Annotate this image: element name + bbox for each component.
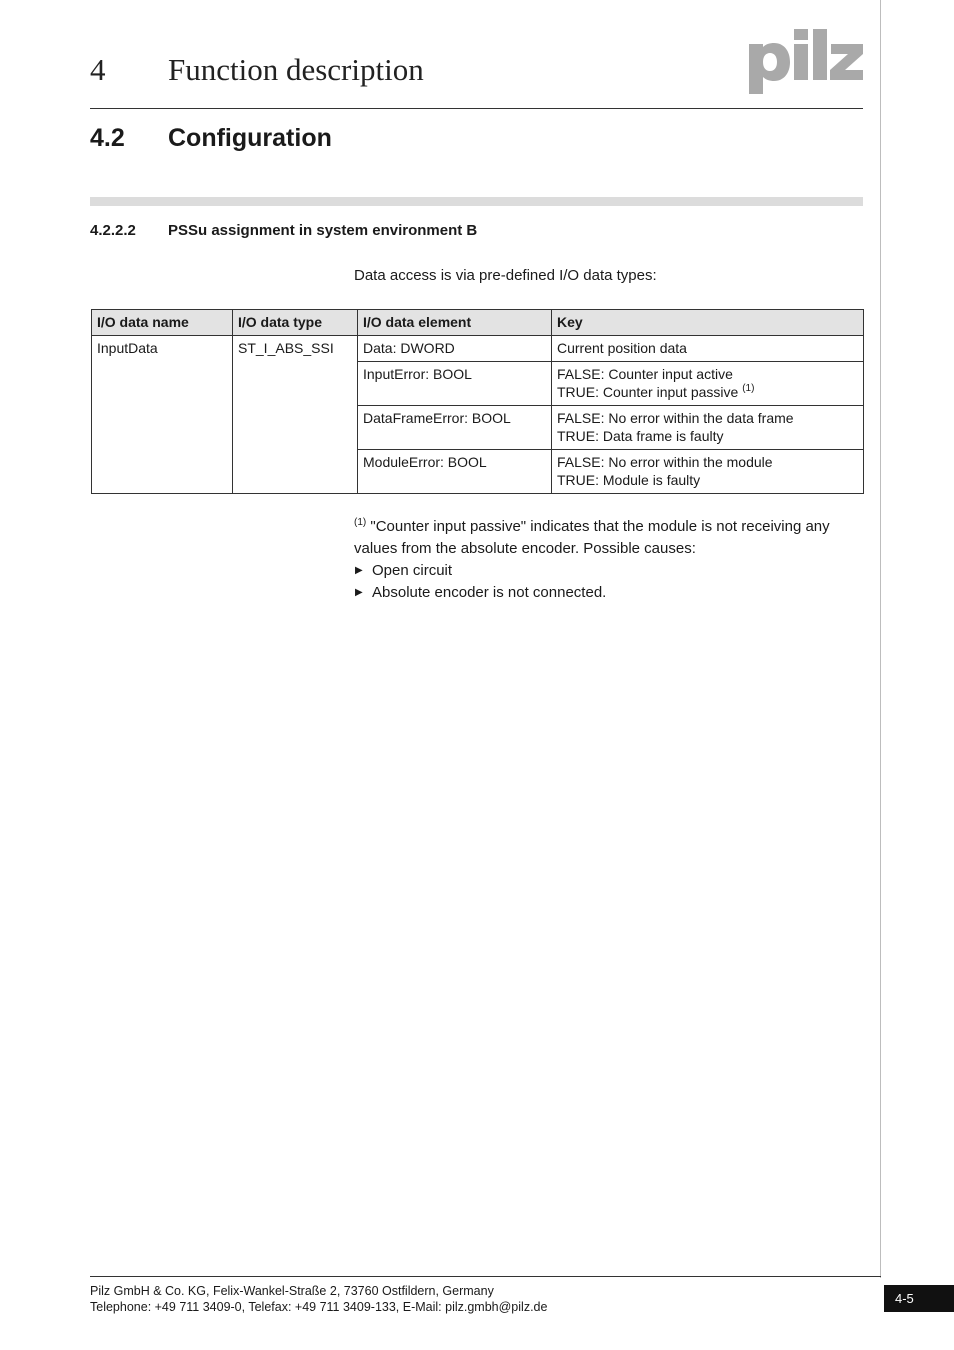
list-item-text: Open circuit [372, 562, 453, 579]
key-line-with-footnote [557, 383, 858, 401]
cell-element: ModuleError: BOOL [358, 450, 552, 494]
chapter-number: 4 [90, 52, 106, 87]
section-heading [90, 124, 332, 153]
list-item-text: Absolute encoder is not connected. [372, 584, 607, 601]
footnote-paragraph [354, 516, 866, 560]
footer [90, 1283, 547, 1315]
triangle-bullet-icon: ▶ [355, 565, 363, 576]
key-line: FALSE: Counter input active [557, 366, 733, 382]
subsection-title: PSSu assignment in system environment B [168, 222, 478, 239]
table-header-row [92, 310, 864, 336]
cell-element: Data: DWORD [358, 336, 552, 362]
subsection-heading [90, 222, 477, 239]
key-line: TRUE: Data frame is faulty [557, 428, 724, 444]
chapter-heading [90, 52, 424, 88]
section-title: Configuration [168, 124, 332, 152]
cell-element: InputError: BOOL [358, 362, 552, 406]
cell-key [552, 450, 864, 494]
chapter-title: Function description [168, 52, 424, 87]
key-line: FALSE: No error within the data frame [557, 410, 794, 426]
key-line: TRUE: Counter input passive [557, 384, 739, 400]
header-io-data-name: I/O data name [92, 310, 233, 336]
section-divider [90, 197, 863, 206]
footnote-marker: (1) [742, 383, 755, 394]
triangle-bullet-icon: ▶ [355, 587, 363, 598]
footer-address: Pilz GmbH & Co. KG, Felix-Wankel-Straße 2, 73760 Ostfildern, Germany [90, 1284, 494, 1298]
footnote-marker: (1) [354, 517, 367, 528]
footer-contact: Telephone: +49 711 3409-0, Telefax: +49 711 3409-133, E-Mail: pilz.gmbh@pilz.de [90, 1300, 548, 1314]
list-item [354, 582, 866, 604]
cell-io-data-type: ST_I_ABS_SSI [233, 336, 358, 494]
cell-io-data-name: InputData [92, 336, 233, 494]
header-key: Key [552, 310, 864, 336]
subsection-number: 4.2.2.2 [90, 222, 136, 239]
key-line: Current position data [557, 340, 687, 356]
pilz-logo [747, 28, 865, 94]
causes-list [354, 560, 866, 604]
key-line: TRUE: Module is faulty [557, 472, 701, 488]
header-rule [90, 108, 863, 109]
cell-key [552, 362, 864, 406]
cell-key [552, 406, 864, 450]
footer-rule [90, 1276, 881, 1277]
margin-rule [880, 0, 881, 1278]
header-io-data-element: I/O data element [358, 310, 552, 336]
page-number-badge: 4-5 [884, 1285, 954, 1312]
footnote-text: "Counter input passive" indicates that the module is not receiving any values from the absolute encoder. Possible causes: [354, 518, 830, 557]
footnote-block [354, 516, 866, 604]
key-line: FALSE: No error within the module [557, 454, 773, 470]
table-row [92, 336, 864, 362]
section-number: 4.2 [90, 124, 125, 152]
cell-key [552, 336, 864, 362]
cell-element: DataFrameError: BOOL [358, 406, 552, 450]
io-data-table [91, 309, 864, 494]
header-io-data-type: I/O data type [233, 310, 358, 336]
list-item [354, 560, 866, 582]
intro-text: Data access is via pre-defined I/O data types: [354, 267, 657, 284]
